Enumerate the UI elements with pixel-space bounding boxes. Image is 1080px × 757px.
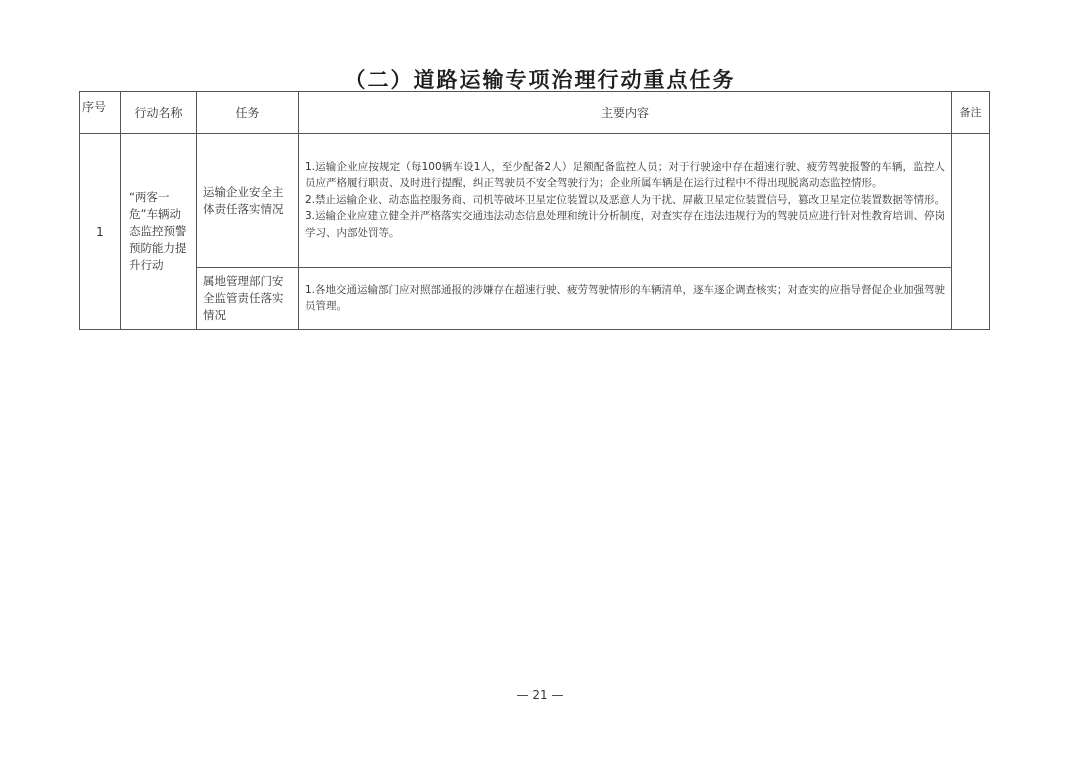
task-table bbox=[79, 91, 990, 330]
page-title: （二）道路运输专项治理行动重点任务 bbox=[344, 68, 736, 92]
table-row bbox=[80, 134, 990, 268]
content-item: 3.运输企业应建立健全并严格落实交通违法动态信息处理和统计分析制度，对查实存在违法违规行为的驾驶员应进行针对性教育培训、停岗学习、内部处罚等。 bbox=[305, 210, 946, 239]
cell-main-content bbox=[299, 268, 952, 330]
cell-action-name: “两客一危”车辆动态监控预警预防能力提升行动 bbox=[121, 134, 197, 330]
header-content: 主要内容 bbox=[299, 92, 952, 134]
content-item: 1.各地交通运输部门应对照部通报的涉嫌存在超速行驶、疲劳驾驶情形的车辆清单，逐车逐企调查核实；对查实的应指导督促企业加强驾驶员管理。 bbox=[305, 283, 946, 312]
page-number: — 21 — bbox=[516, 688, 564, 702]
cell-task-name: 属地管理部门安全监管责任落实情况 bbox=[197, 268, 299, 330]
cell-task-name: 运输企业安全主体责任落实情况 bbox=[197, 134, 299, 268]
content-item: 1.运输企业应按规定（每100辆车设1人，至少配备2人）足额配备监控人员；对于行驶途中存在超速行驶、疲劳驾驶报警的车辆，监控人员应严格履行职责、及时进行提醒，纠正驾驶员不安全驾驶行为；企业所属车辆是在运行过程中不得出现脱离动态监控情形。 bbox=[305, 160, 945, 190]
table-header-row bbox=[80, 92, 990, 134]
header-task: 任务 bbox=[197, 92, 299, 134]
header-remark: 备注 bbox=[952, 92, 990, 134]
cell-row-number: 1 bbox=[80, 134, 121, 330]
table-row bbox=[80, 268, 990, 330]
cell-remark bbox=[952, 134, 990, 330]
header-no: 序号 bbox=[80, 92, 121, 134]
content-item: 2.禁止运输企业、动态监控服务商、司机等破坏卫星定位装置以及恶意人为干扰、屏蔽卫星定位装置信号，篡改卫星定位装置数据等情形。 bbox=[305, 193, 946, 206]
cell-main-content bbox=[299, 134, 952, 268]
header-action: 行动名称 bbox=[121, 92, 197, 134]
